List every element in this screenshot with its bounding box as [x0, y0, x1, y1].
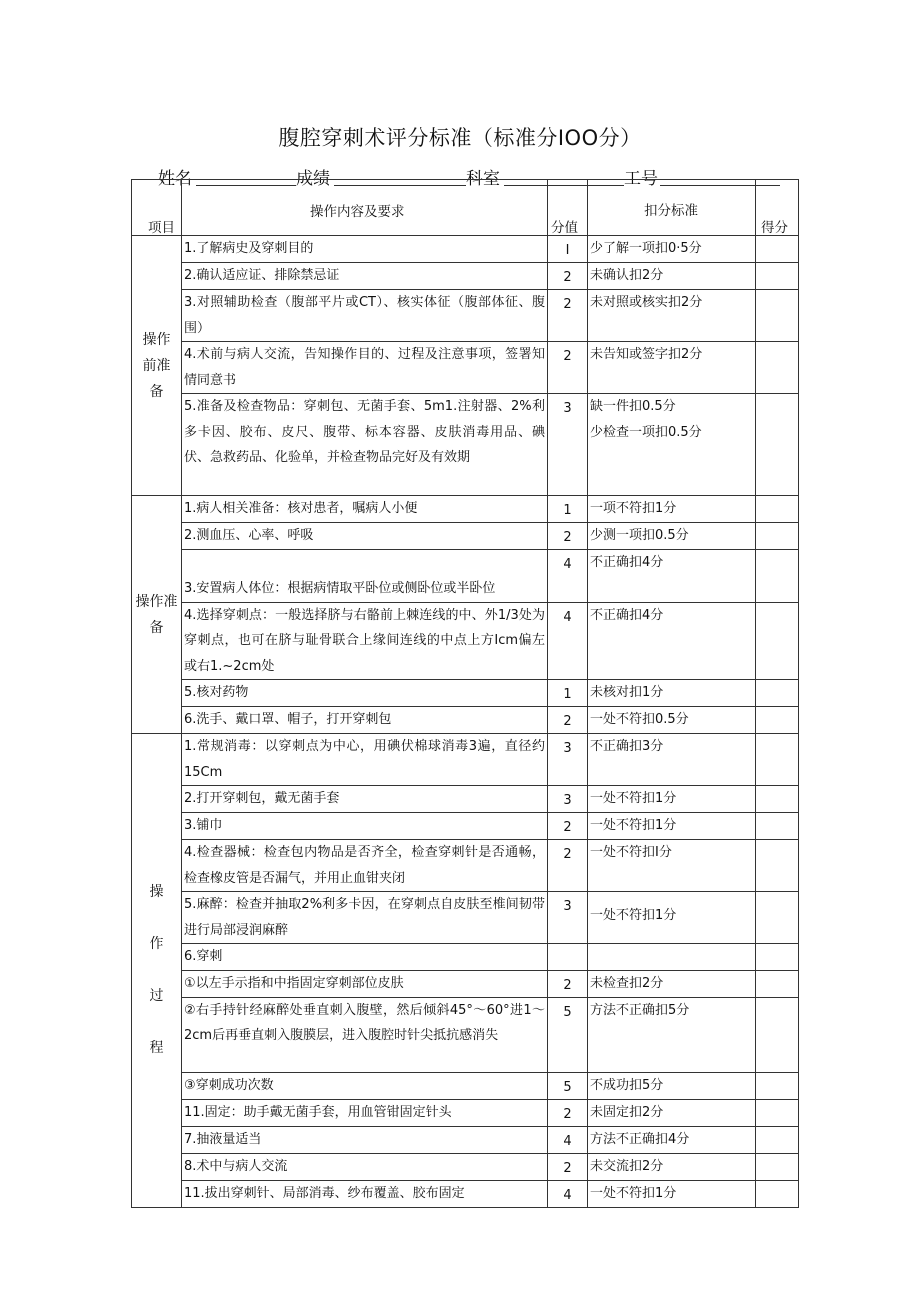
row-deduction: 方法不正确扣4分 [588, 1126, 756, 1153]
row-deduction: 未对照或核实扣2分 [588, 290, 756, 342]
row-deduction: 一处不符扣1分 [588, 813, 756, 840]
row-score: 4 [548, 550, 588, 603]
score-cell[interactable] [756, 813, 799, 840]
score-cell[interactable] [756, 602, 799, 680]
row-content: 2.打开穿刺包，戴无菌手套 [182, 786, 548, 813]
row-content: 2.测血压、心率、呼吸 [182, 523, 548, 550]
row-score: 2 [548, 1099, 588, 1126]
row-content: 11.固定：助手戴无菌手套，用血管钳固定针头 [182, 1099, 548, 1126]
row-deduction: 一处不符扣I分 [588, 840, 756, 892]
row-deduction: 未交流扣2分 [588, 1153, 756, 1180]
row-deduction: 少了解一项扣0·5分 [588, 236, 756, 263]
row-score: 2 [548, 263, 588, 290]
table-row [132, 786, 799, 813]
row-score: 2 [548, 707, 588, 734]
row-deduction: 未固定扣2分 [588, 1099, 756, 1126]
score-cell[interactable] [756, 997, 799, 1072]
id-label: 工号 [624, 169, 658, 189]
score-cell[interactable] [756, 263, 799, 290]
score-cell[interactable] [756, 342, 799, 394]
row-content: 1.了解病史及穿刺目的 [182, 236, 548, 263]
score-cell[interactable] [756, 840, 799, 892]
table-row [132, 550, 799, 603]
row-content: 5.准备及检查物品：穿刺包、无菌手套、5m1.注射器、2%利多卡因、胶布、皮尺、腹带、标本容器、皮肤消毒用品、碘伏、急救药品、化验单，并检查物品完好及有效期 [182, 394, 548, 496]
row-score: 4 [548, 1126, 588, 1153]
table-row [132, 840, 799, 892]
deduction-line: 缺一件扣0.5分 [590, 399, 676, 414]
row-score: 2 [548, 970, 588, 997]
name-label: 姓名 [158, 169, 192, 189]
row-deduction: 未核对扣1分 [588, 680, 756, 707]
row-content: 4.术前与病人交流，告知操作目的、过程及注意事项，签署知情同意书 [182, 342, 548, 394]
section-name [132, 734, 182, 1208]
row-content: ②右手持针经麻醉处垂直刺入腹壁，然后倾斜45°～60°进1～2cm后再垂直刺入腹膜层，进入腹腔时针尖抵抗感消失 [182, 997, 548, 1072]
row-content: 4.选择穿刺点：一般选择脐与右骼前上棘连线的中、外1/3处为穿刺点，也可在脐与耻骨联合上缘间连线的中点上方Icm偏左或右1.~2cm处 [182, 602, 548, 680]
table-row [132, 680, 799, 707]
scoring-table [131, 179, 799, 1208]
score-cell[interactable] [756, 944, 799, 971]
score-cell[interactable] [756, 236, 799, 263]
row-deduction [588, 944, 756, 971]
table-row [132, 236, 799, 263]
row-score: 2 [548, 290, 588, 342]
row-content: 7.抽液量适当 [182, 1126, 548, 1153]
row-content: 3.安置病人体位：根据病情取平卧位或侧卧位或半卧位 [182, 550, 548, 603]
score-label: 成绩 [296, 169, 330, 189]
score-cell[interactable] [756, 1126, 799, 1153]
table-row [132, 970, 799, 997]
row-deduction: 未确认扣2分 [588, 263, 756, 290]
table-row [132, 342, 799, 394]
table-row [132, 263, 799, 290]
row-score: 5 [548, 1072, 588, 1099]
row-content: 6.穿刺 [182, 944, 548, 971]
row-score: 2 [548, 342, 588, 394]
row-score: 2 [548, 840, 588, 892]
row-score: 2 [548, 813, 588, 840]
score-cell[interactable] [756, 680, 799, 707]
row-content: 4.检查器械：检查包内物品是否齐全，检查穿刺针是否通畅，检查橡皮管是否漏气，并用止血钳夹闭 [182, 840, 548, 892]
row-deduction: 未检查扣2分 [588, 970, 756, 997]
header-row [132, 180, 799, 236]
score-cell[interactable] [756, 786, 799, 813]
header-score: 分值 [548, 180, 588, 236]
section-name-text: 操作过程 [149, 884, 164, 1057]
section-name: 操作前准备 [132, 236, 182, 496]
row-content: 11.拔出穿刺针、局部消毒、纱布覆盖、胶布固定 [182, 1180, 548, 1207]
table-row [132, 1153, 799, 1180]
row-score: 1 [548, 680, 588, 707]
score-cell[interactable] [756, 496, 799, 523]
score-cell[interactable] [756, 1072, 799, 1099]
row-deduction: 一处不符扣1分 [588, 1180, 756, 1207]
row-deduction: 不正确扣3分 [588, 734, 756, 786]
row-content: ①以左手示指和中指固定穿刺部位皮肤 [182, 970, 548, 997]
score-cell[interactable] [756, 892, 799, 944]
table-row [132, 1126, 799, 1153]
score-cell[interactable] [756, 1180, 799, 1207]
header-deduction: 扣分标准 [588, 180, 756, 236]
row-content: 3.对照辅助检查（腹部平片或CT）、核实体征（腹部体征、腹围） [182, 290, 548, 342]
row-content: 6.洗手、戴口罩、帽子，打开穿刺包 [182, 707, 548, 734]
table-row [132, 290, 799, 342]
row-score: 2 [548, 523, 588, 550]
score-cell[interactable] [756, 1153, 799, 1180]
table-row [132, 892, 799, 944]
page-title: 腹腔穿刺术评分标准（标准分IOO分） [278, 126, 642, 150]
row-score: 4 [548, 602, 588, 680]
row-deduction: 一项不符扣1分 [588, 496, 756, 523]
table-row [132, 813, 799, 840]
header-got: 得分 [756, 180, 799, 236]
deduction-line: 少检查一项扣0.5分 [590, 425, 702, 440]
row-score: 3 [548, 734, 588, 786]
table-row [132, 523, 799, 550]
row-content: 2.确认适应证、排除禁忌证 [182, 263, 548, 290]
header-content: 操作内容及要求 [182, 180, 548, 236]
row-score: 3 [548, 892, 588, 944]
row-deduction: 方法不正确扣5分 [588, 997, 756, 1072]
score-cell[interactable] [756, 394, 799, 496]
table-row [132, 496, 799, 523]
row-score: 3 [548, 786, 588, 813]
table-row [132, 1099, 799, 1126]
row-deduction: 一处不符扣0.5分 [588, 707, 756, 734]
row-score: 4 [548, 1180, 588, 1207]
score-cell[interactable] [756, 734, 799, 786]
row-score: I [548, 236, 588, 263]
header-item: 项目 [132, 180, 182, 236]
row-deduction: 不正确扣4分 [588, 602, 756, 680]
row-content: 5.核对药物 [182, 680, 548, 707]
table-row [132, 602, 799, 680]
table-row [132, 394, 799, 496]
row-score: 3 [548, 394, 588, 496]
row-content: 3.铺巾 [182, 813, 548, 840]
table-row [132, 734, 799, 786]
score-cell[interactable] [756, 707, 799, 734]
row-deduction: 一处不符扣1分 [588, 786, 756, 813]
row-content: 1.常规消毒：以穿刺点为中心，用碘伏棉球消毒3遍，直径约15Cm [182, 734, 548, 786]
row-deduction [588, 394, 756, 496]
table-row [132, 997, 799, 1072]
row-deduction: 未告知或签字扣2分 [588, 342, 756, 394]
score-cell[interactable] [756, 550, 799, 603]
table-row [132, 707, 799, 734]
score-cell[interactable] [756, 290, 799, 342]
row-deduction: 一处不符扣1分 [588, 892, 756, 944]
row-deduction: 不正确扣4分 [588, 550, 756, 603]
row-content: 8.术中与病人交流 [182, 1153, 548, 1180]
dept-label: 科室 [466, 169, 500, 189]
row-deduction: 不成功扣5分 [588, 1072, 756, 1099]
row-score: 2 [548, 1153, 588, 1180]
section-name: 操作准备 [132, 496, 182, 734]
row-content: ③穿刺成功次数 [182, 1072, 548, 1099]
row-deduction: 少测一项扣0.5分 [588, 523, 756, 550]
row-content: 5.麻醉：检查并抽取2%利多卡因，在穿刺点自皮肤至椎间韧带进行局部浸润麻醉 [182, 892, 548, 944]
table-row [132, 1180, 799, 1207]
score-cell[interactable] [756, 970, 799, 997]
row-score: 5 [548, 997, 588, 1072]
score-cell[interactable] [756, 1099, 799, 1126]
row-score [548, 944, 588, 971]
table-row [132, 1072, 799, 1099]
table-row [132, 944, 799, 971]
score-cell[interactable] [756, 523, 799, 550]
row-content: 1.病人相关准备：核对患者，嘱病人小便 [182, 496, 548, 523]
row-score: 1 [548, 496, 588, 523]
